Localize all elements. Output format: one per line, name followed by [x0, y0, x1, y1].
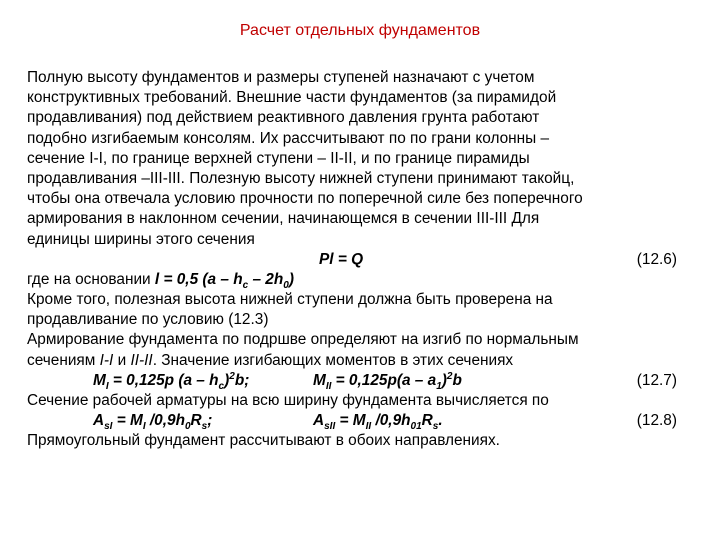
- moment-formula-2: $M_{II} = 0,125p(a - a_1)^2b$: [313, 370, 462, 392]
- section-ref: I-I: [99, 351, 114, 369]
- text-line: продавливание по условию (12.3): [27, 311, 269, 329]
- where-text: где на основании: [27, 270, 155, 288]
- text-line: продавливания –III-III. Полезную высоту нижней ступени принимают такойц,: [27, 169, 575, 187]
- text-line: сечениям I-I и II-II. Значение изгибающих моментов в этих сечениях: [27, 351, 514, 369]
- equation-12-7: [27, 371, 697, 391]
- formula-part: ): [288, 270, 294, 288]
- text-line: Кроме того, полезная высота нижней ступени должна быть проверена на: [27, 291, 553, 309]
- formula-sub: c: [242, 279, 249, 291]
- text-line: единицы ширины этого сечения: [27, 230, 255, 248]
- text-line: чтобы она отвечала условию прочности по поперечной силе без поперечного: [27, 190, 583, 208]
- equation-number: (12.7): [636, 371, 677, 389]
- text-line: конструктивных требований. Внешние части фундаментов (за пирамидой: [27, 89, 557, 107]
- equation-12-6: [27, 250, 697, 270]
- slide-body: [27, 68, 697, 452]
- area-formula-1: $A_{sI} = M_I$ $/0,9h_0R_s$;: [93, 412, 213, 433]
- equation-number: (12.6): [636, 250, 677, 268]
- text-line: Полную высоту фундаментов и размеры ступеней назначают с учетом: [27, 69, 535, 86]
- slide-title: Расчет отдельных фундаментов: [239, 22, 481, 39]
- formula-sub: 0: [283, 279, 289, 291]
- formula-part: – 2h: [248, 270, 284, 288]
- area-formula-2: $A_{sII} = M_{II}$ $/0,9h_{01}R_s$.: [313, 412, 443, 433]
- text-line: продавливания) под действием реактивного давления грунта работают: [27, 109, 540, 127]
- section-ref: II-II: [130, 351, 153, 369]
- text-line: Прямоугольный фундамент рассчитывают в обоих направлениях.: [27, 432, 500, 450]
- text-line: Армирование фундамента по подршве определяют на изгиб по нормальным: [27, 331, 579, 349]
- equation-12-8: [27, 411, 697, 431]
- text-line: армирования в наклонном сечении, начинающемся в сечении III-III Для: [27, 210, 540, 228]
- text-line: Сечение рабочей арматуры на всю ширину фундамента вычисляется по: [27, 392, 549, 409]
- text-line: подобно изгибаемым консолям. Их рассчитывают по по грани колонны –: [27, 129, 550, 147]
- equation-number: (12.8): [636, 412, 677, 430]
- text-line: сечение I-I, по границе верхней ступени – II-II, и по границе пирамиды: [27, 149, 530, 167]
- equation-formula: Pl = Q: [319, 250, 364, 268]
- moment-formula-1: $M_I = 0,125p$ $(a - h_c)^2b$;: [93, 370, 250, 392]
- formula-part: l = 0,5 (a – h: [154, 270, 243, 288]
- where-line: [27, 270, 697, 290]
